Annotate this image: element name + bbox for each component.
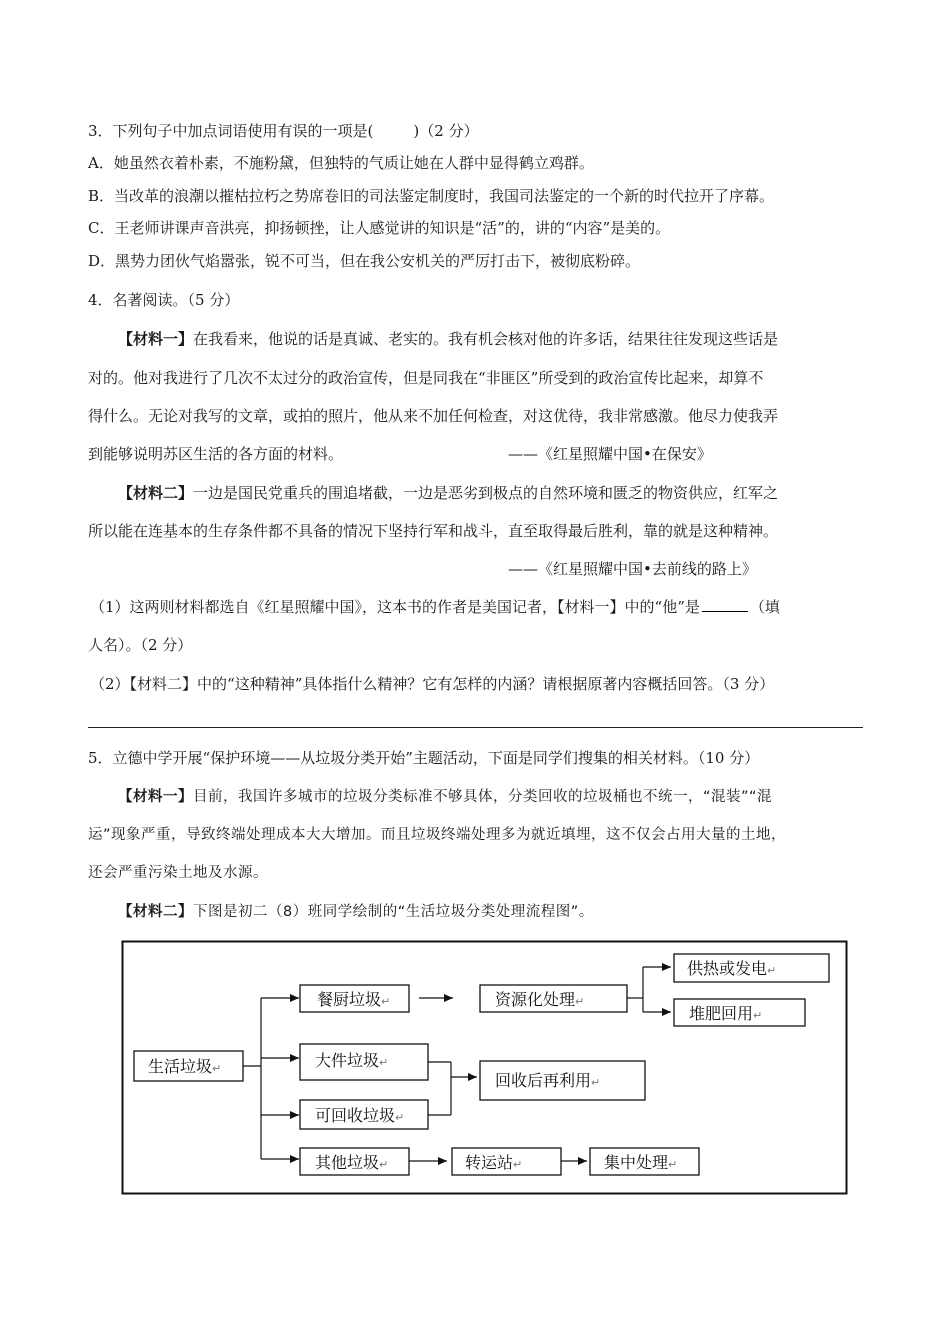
q4-material2-line: 所以能在连基本的生存条件都不具备的情况下坚持行军和战斗，直至取得最后胜利，靠的就是这种精神。 <box>88 522 779 540</box>
q5-material1-line: 运”现象严重，导致终端处理成本大大增加。而且垃圾终端处理多为就近填埋，这不仅会占用大量的土地， <box>88 827 787 843</box>
q4-material2-label: 【材料二】 <box>118 484 194 502</box>
q4-material1-line: 【材料一】在我看来，他说的话是真诚、老实的。我有机会核对他的许多话，结果往往发现这些话是 <box>118 330 779 348</box>
q3-stem: 3．下列句子中加点词语使用有误的一项是( )（2 分） <box>88 122 479 140</box>
node-other-label: 其他垃圾↵ <box>315 1153 389 1172</box>
q5-material2-label: 【材料二】 <box>118 904 193 920</box>
q5-stem: 5．立德中学开展“保护环境——从垃圾分类开始”主题活动，下面是同学们搜集的相关材料。（10 分） <box>88 749 760 767</box>
node-recyclable-label: 可回收垃圾↵ <box>315 1106 405 1125</box>
answer-line[interactable] <box>88 727 863 728</box>
q5-material2-line: 【材料二】下图是初二（8）班同学绘制的“生活垃圾分类处理流程图”。 <box>118 904 594 920</box>
q3-option-b: B．当改革的浪潮以摧枯拉朽之势席卷旧的司法鉴定制度时，我国司法鉴定的一个新的时代拉开了序幕。 <box>88 187 775 205</box>
answer-blank[interactable] <box>702 597 748 612</box>
q4-sub2: （2）【材料二】中的“这种精神”具体指什么精神？它有怎样的内涵？请根据原著内容概括回答。（3 分） <box>90 675 775 693</box>
node-compost-label: 堆肥回用↵ <box>689 1004 763 1023</box>
q5-material1-label: 【材料一】 <box>118 789 193 805</box>
q4-material1-line: 对的。他对我进行了几次不太过分的政治宣传，但是同我在“非匪区”所受到的政治宣传比起来，却算不 <box>88 369 764 387</box>
q3-option-a: A．她虽然衣着朴素，不施粉黛，但独特的气质让她在人群中显得鹤立鸡群。 <box>88 154 594 172</box>
garbage-flow-diagram <box>121 940 848 1195</box>
node-bulky-label: 大件垃圾↵ <box>315 1051 389 1070</box>
q3-option-c: C．王老师讲课声音洪亮，抑扬顿挫，让人感觉讲的知识是“活”的，讲的“内容”是美的。 <box>88 219 671 237</box>
q5-material1-line: 【材料一】目前，我国许多城市的垃圾分类标准不够具体，分类回收的垃圾桶也不统一，“混装”“混 <box>118 789 773 805</box>
node-transfer-label: 转运站↵ <box>465 1153 523 1172</box>
q4-stem: 4．名著阅读。（5 分） <box>88 291 240 309</box>
q4-material2-line: 【材料二】一边是国民党重兵的围追堵截，一边是恶劣到极点的自然环境和匮乏的物资供应，红军之 <box>118 484 779 502</box>
node-heat-label: 供热或发电↵ <box>687 959 777 978</box>
q4-sub1: （1）这两则材料都选自《红星照耀中国》，这本书的作者是美国记者，【材料一】中的“他”是 （填 <box>90 598 780 616</box>
q4-material1-label: 【材料一】 <box>118 330 194 348</box>
q3-option-d: D．黑势力团伙气焰嚣张，锐不可当，但在我公安机关的严厉打击下，被彻底粉碎。 <box>88 252 641 270</box>
q4-sub1-cont: 人名）。（2 分） <box>88 636 193 654</box>
node-central-label: 集中处理↵ <box>604 1153 678 1172</box>
q4-material1-source: ——《红星照耀中国•在保安》 <box>508 445 712 463</box>
node-resource-label: 资源化处理↵ <box>495 990 585 1009</box>
node-root-label: 生活垃圾↵ <box>148 1057 222 1076</box>
q4-material1-line: 到能够说明苏区生活的各方面的材料。 <box>88 445 344 463</box>
q5-material1-line: 还会严重污染土地及水源。 <box>88 865 268 881</box>
q4-material1-line: 得什么。无论对我写的文章，或拍的照片，他从来不加任何检查，对这优待，我非常感激。他尽力使我弄 <box>88 407 779 425</box>
q4-material2-source: ——《红星照耀中国•去前线的路上》 <box>508 560 757 578</box>
node-kitchen-label: 餐厨垃圾↵ <box>317 990 391 1009</box>
node-reuse-label: 回收后再利用↵ <box>495 1071 601 1090</box>
